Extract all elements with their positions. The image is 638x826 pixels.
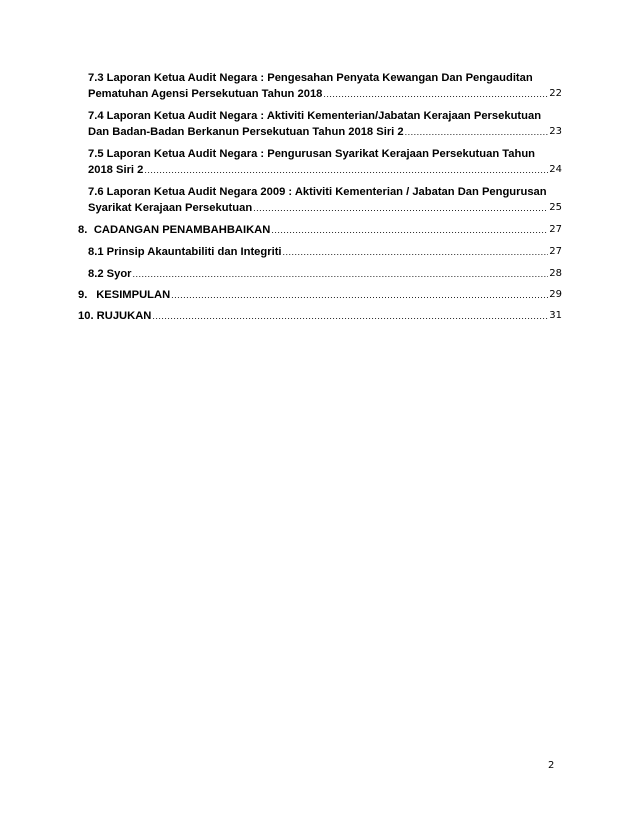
toc-entry-label: 10. RUJUKAN: [78, 310, 152, 322]
toc-entry-7-4[interactable]: [78, 108, 562, 140]
toc-entry-8[interactable]: [78, 222, 562, 238]
toc-entry-label: 7.3 Laporan Ketua Audit Negara : Pengesahan Penyata Kewangan Dan Pengauditan: [88, 72, 533, 84]
table-of-contents: [78, 70, 562, 324]
toc-leader-dots: [144, 162, 548, 178]
toc-entry-10[interactable]: [78, 308, 562, 324]
toc-entry-7-5[interactable]: [78, 146, 562, 178]
toc-entry-9[interactable]: [78, 287, 562, 303]
toc-page-number: 24: [549, 164, 562, 175]
toc-entry-label: 7.4 Laporan Ketua Audit Negara : Aktiviti Kementerian/Jabatan Kerajaan Persekutuan: [88, 110, 542, 122]
toc-leader-dots: [271, 222, 548, 238]
toc-leader-dots: [133, 266, 549, 282]
toc-entry-label: Syarikat Kerajaan Persekutuan: [88, 202, 253, 214]
toc-leader-dots: [171, 287, 548, 303]
toc-entry-label: 8.2 Syor: [88, 268, 132, 280]
toc-entry-label: 7.5 Laporan Ketua Audit Negara : Pengurusan Syarikat Kerajaan Persekutuan Tahun: [88, 148, 536, 160]
toc-page-number: 31: [549, 310, 562, 321]
toc-section-number: 9.: [78, 289, 88, 301]
toc-entry-label: Pematuhan Agensi Persekutuan Tahun 2018: [88, 88, 323, 100]
toc-page-number: 28: [549, 268, 562, 279]
toc-page-number: 27: [549, 246, 562, 257]
toc-entry-label: 7.6 Laporan Ketua Audit Negara 2009 : Aktiviti Kementerian / Jabatan Dan Pengurusan: [88, 186, 547, 198]
toc-entry-7-3[interactable]: [78, 70, 562, 102]
toc-entry-label: KESIMPULAN: [96, 289, 171, 301]
toc-leader-dots: [405, 124, 549, 140]
toc-entry-label: 2018 Siri 2: [88, 164, 144, 176]
toc-page-number: 23: [549, 126, 562, 137]
toc-entry-8-2[interactable]: [78, 266, 562, 282]
toc-section-number: 8.: [78, 224, 88, 236]
toc-entry-7-6[interactable]: [78, 184, 562, 216]
toc-leader-dots: [152, 308, 548, 324]
toc-leader-dots: [283, 244, 549, 260]
toc-entry-8-1[interactable]: [78, 244, 562, 260]
toc-entry-label: CADANGAN PENAMBAHBAIKAN: [93, 224, 271, 236]
toc-entry-label: Dan Badan-Badan Berkanun Persekutuan Tahun 2018 Siri 2: [88, 126, 404, 138]
page-number: 2: [548, 760, 555, 771]
toc-page-number: 25: [549, 202, 562, 213]
toc-leader-dots: [323, 86, 548, 102]
toc-page-number: 27: [549, 224, 562, 235]
toc-page-number: 29: [549, 289, 562, 300]
toc-leader-dots: [253, 200, 548, 216]
toc-page-number: 22: [549, 88, 562, 99]
toc-entry-label: 8.1 Prinsip Akauntabiliti dan Integriti: [88, 246, 282, 258]
